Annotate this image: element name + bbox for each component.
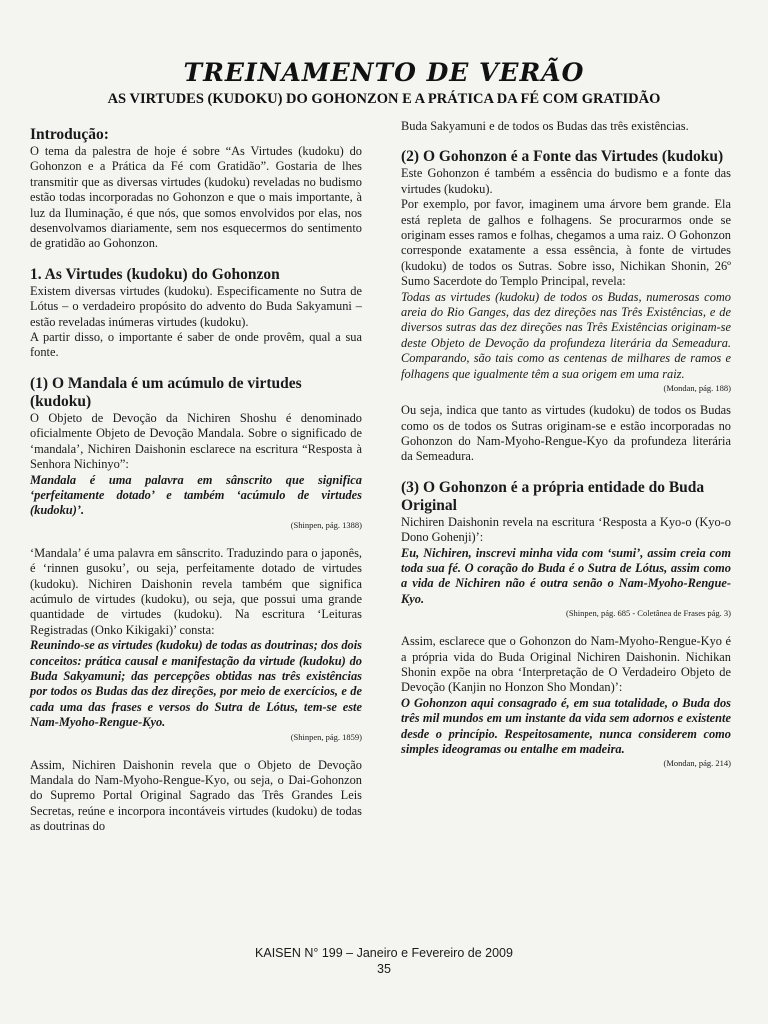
section-1a-citation: (Shinpen, pág. 1388)	[290, 519, 362, 530]
section-1-heading: 1. As Virtudes (kudoku) do Gohonzon	[30, 265, 280, 283]
section-1a-quote: Mandala é uma palavra em sânscrito que significa ‘perfeitamente dotado’ e também ‘acúmulo de virtudes (kudoku)’.	[30, 472, 362, 518]
section-3-citation: (Shinpen, pág. 685 - Coletânea de Frases pág. 3)	[566, 608, 731, 619]
section-2-paragraph-3: Ou seja, indica que tanto as virtudes (kudoku) de todos os Budas como os de todos os Sutras originam-se e estão incorporadas no Gohonzon do Nam-Myoho-Rengue-Kyo da profundeza literária da Semeadura.	[401, 403, 731, 464]
section-3-paragraph-2: Assim, esclarece que o Gohonzon do Nam-Myoho-Rengue-Kyo é a própria vida do Buda Original Nichiren Daishonin. Nichikan Shonin expõe na obra ‘Interpretação de O Verdadeiro Objeto de Devoção (Kanjin no Honzon Sho Mondan)’:	[401, 634, 731, 695]
section-2-paragraph: Este Gohonzon é também a essência do budismo e a fonte das virtudes (kudoku).	[401, 166, 731, 196]
section-3-paragraph: Nichiren Daishonin revela na escritura ‘Resposta a Kyo-o (Kyo-o Dono Gohenji)’:	[401, 514, 731, 545]
section-3-heading: (3) O Gohonzon é a própria entidade do Buda Original	[401, 478, 705, 514]
section-1a-paragraph-3: Assim, Nichiren Daishonin revela que o Objeto de Devoção Mandala do Nam-Myoho-Rengue-Kyo, ou seja, o Dai-Gohonzon do Supremo Portal Original Sagrado das Três Grandes Leis Secretas, reúne e incorpora incontáveis virtudes (kudoku) de todas as doutrinas do	[30, 757, 362, 834]
section-1-paragraph-2: A partir disso, o importante é saber de onde provêm, qual a sua fonte.	[30, 330, 362, 360]
intro-paragraph: O tema da palestra de hoje é sobre “As Virtudes (kudoku) do Gohonzon e a Prática da Fé com Gratidão”. Gostaria de lhes transmitir que as diversas virtudes (kudoku) reveladas no budismo estão todas incorporadas no Gohonzon e que o mais importante, à luz da Iluminação, é que nós, que somos envolvidos por elas, nos desenvolvamos diariamente, sem nos esquecermos do sentimento de gratidão ao Gohonzon.	[30, 144, 362, 251]
section-3-quote: Eu, Nichiren, inscrevi minha vida com ‘sumi’, assim creia com toda sua fé. O coração do Buda é o Sutra de Lótus, assim como a vida de Nichiren não é outra senão o Nam-Myoho-Rengue-Kyo.	[401, 545, 731, 606]
section-1a-heading: (1) O Mandala é um acúmulo de virtudes (kudoku)	[30, 374, 302, 410]
section-1a-citation-2: (Shinpen, pág. 1859)	[290, 731, 362, 742]
intro-heading: Introdução:	[30, 126, 109, 143]
footer-issue: KAISEN N° 199 – Janeiro e Fevereiro de 2009	[255, 946, 513, 960]
continued-paragraph: Buda Sakyamuni e de todos os Budas das três existências.	[401, 119, 689, 133]
section-1-paragraph: Existem diversas virtudes (kudoku). Especificamente no Sutra de Lótus – o verdadeiro propósito do advento do Buda Sakyamuni – estão reveladas inúmeras virtudes (kudoku).	[30, 283, 362, 329]
right-column	[401, 119, 731, 770]
section-2-paragraph-2: Por exemplo, por favor, imaginem uma árvore bem grande. Ela está repleta de galhos e folhagens. Se procurarmos onde se originam esses ramos e folhas, chegamos a uma raiz. O Gohonzon corresponde exatamente a essa essência, à fonte de virtudes (kudoku) de todos os Sutras. Sobre isso, Nichikan Shonin, 26º Sumo Sacerdote do Templo Principal, revela:	[401, 197, 731, 289]
page-number: 35	[377, 962, 391, 976]
left-column	[30, 126, 362, 835]
section-2-citation: (Mondan, pág. 188)	[663, 383, 731, 394]
section-1a-paragraph: O Objeto de Devoção da Nichiren Shoshu é denominado oficialmente Objeto de Devoção Mandala. Sobre o significado de ‘mandala’, Nichiren Daishonin esclarece na escritura “Resposta à Senhora Nichinyo”:	[30, 410, 362, 472]
document-title: TREINAMENTO DE VERÃO	[183, 58, 585, 87]
section-3-citation-2: (Mondan, pág. 214)	[663, 758, 731, 769]
document-subtitle: AS VIRTUDES (KUDOKU) DO GOHONZON E A PRÁTICA DA FÉ COM GRATIDÃO	[107, 91, 661, 107]
section-1a-paragraph-2: ‘Mandala’ é uma palavra em sânscrito. Traduzindo para o japonês, é ‘rinnen gusoku’, ou seja, perfeitamente dotado de virtudes (kudoku). Nichiren Daishonin revela também que significa acúmulo de virtudes (kudoku), ou seja, que possui uma grande quantidade de virtudes (kudoku). Na escritura ‘Leituras Registradas (Onko Kikigaki)’ consta:	[30, 545, 362, 637]
section-3-quote-2: O Gohonzon aqui consagrado é, em sua totalidade, o Buda dos três mil mundos em um instante da vida sem adornos e existente desde o princípio. Respeitosamente, nunca considerem como simples ideogramas ou entalhe em madeira.	[401, 695, 731, 756]
section-1a-quote-2: Reunindo-se as virtudes (kudoku) de todas as doutrinas; dos dois conceitos: prática causal e manifestação da virtude (kudoku) do Buda Sakyamuni; das percepções obtidas nas três existências por todos os Budas das dez direções, por meio de exercícios, e de cada uma das frases e versos do Sutra de Lótus, tem-se este Nam-Myoho-Rengue-Kyo.	[30, 638, 362, 730]
section-2-quote: Todas as virtudes (kudoku) de todos os Budas, numerosas como areia do Rio Ganges, das dez direções nas Três Existências, e de diversos sutras das dez direções nas Três Existências originam-se deste Objeto de Devoção da profundeza literária da Semeadura. Comparando, são tais como as centenas de milhares de ramos e folhagens que igualmente têm a sua origem em uma raiz.	[401, 289, 731, 381]
section-2-heading: (2) O Gohonzon é a Fonte das Virtudes (kudoku)	[401, 148, 724, 166]
